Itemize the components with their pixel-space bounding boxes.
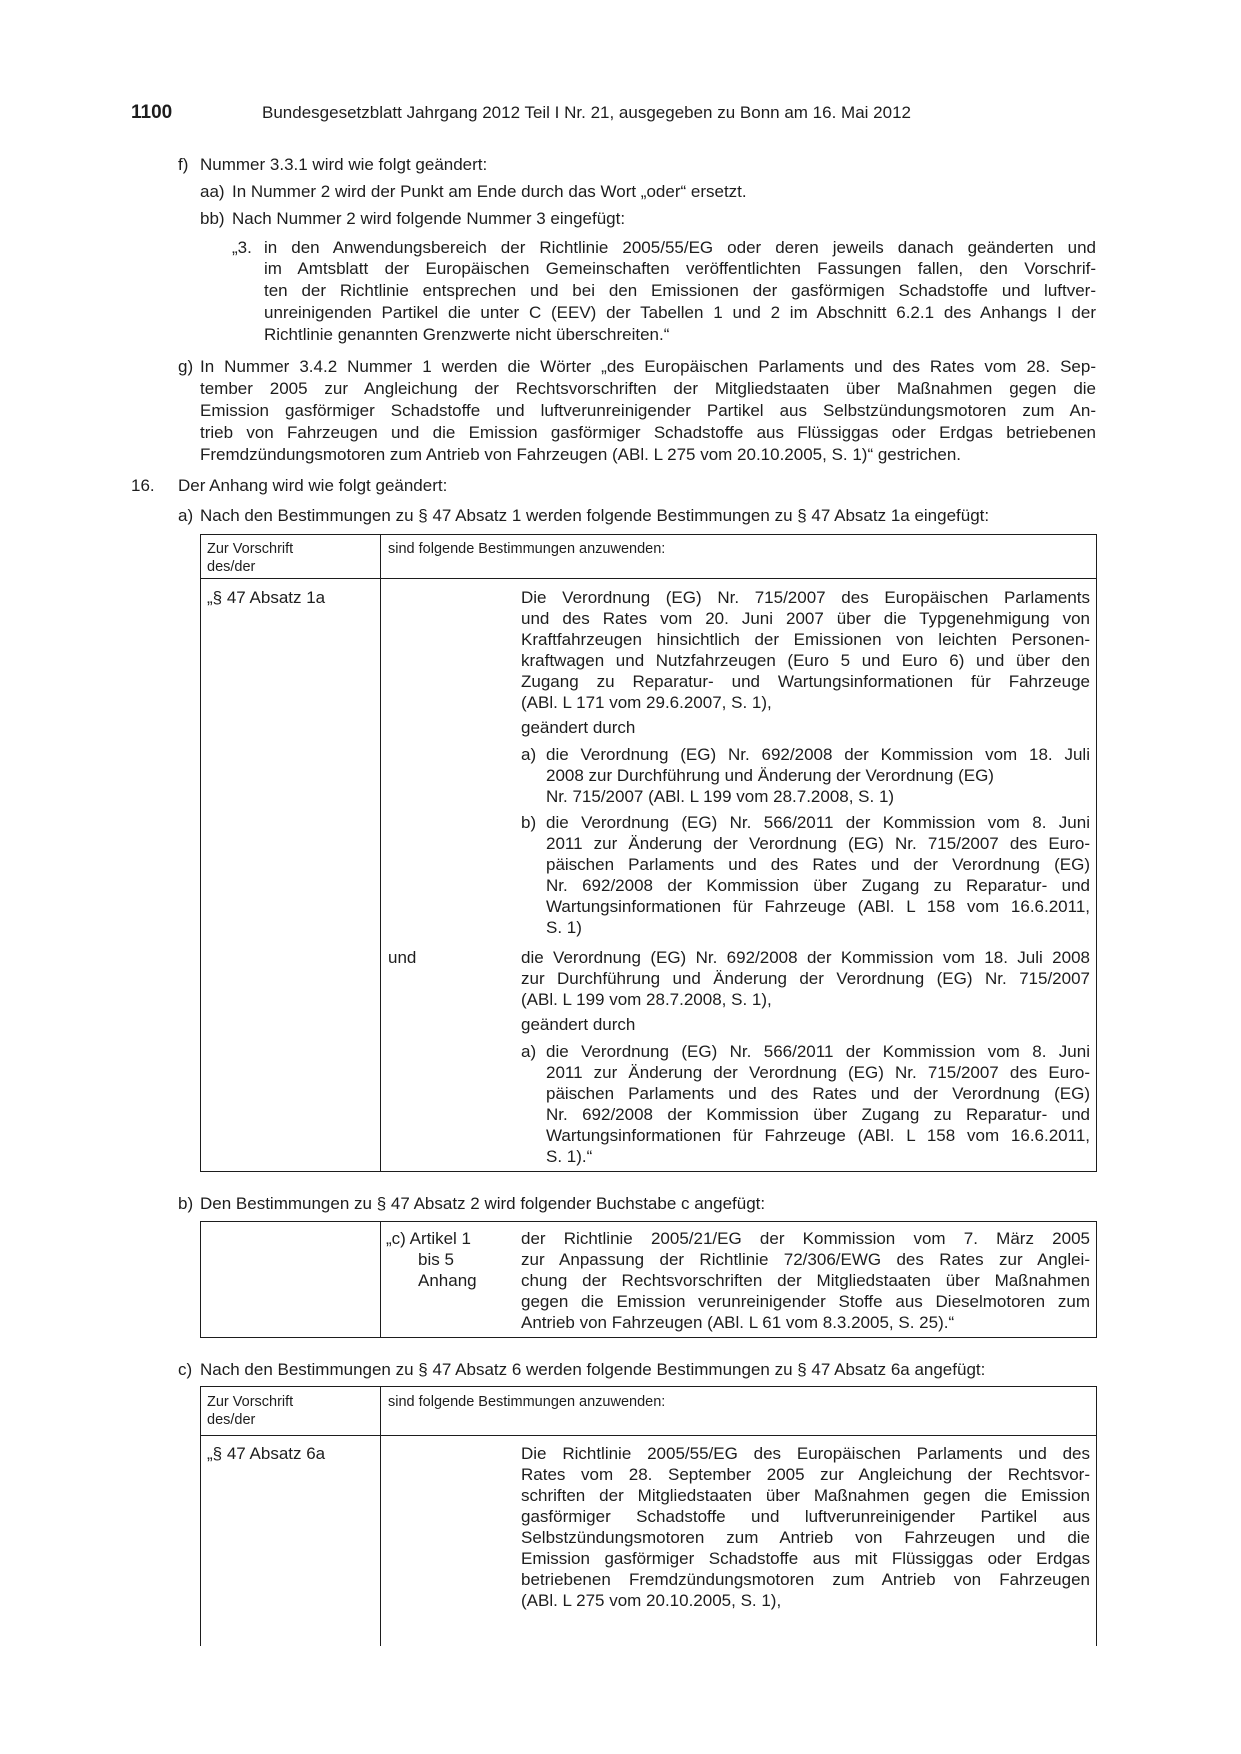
table-a-und: und bbox=[388, 948, 417, 967]
item-16-label: 16. bbox=[131, 476, 155, 495]
table-b-text-line: der Richtlinie 2005/21/EG der Kommission vom 7. März 2005 bbox=[521, 1229, 1090, 1248]
table-a-text-line: (ABl. L 171 vom 29.6.2007, S. 1), bbox=[521, 693, 772, 712]
table-a-sub-label: a) bbox=[521, 745, 537, 764]
quote-line: unreinigenden Partikel die unter C (EEV) der Tabellen 1 und 2 im Abschnitt 6.2.1 des Anhangs I der bbox=[264, 303, 1096, 322]
table-a-sub-line: Wartungsinformationen für Fahrzeuge (ABl. L 158 vom 16.6.2011, bbox=[546, 897, 1090, 916]
running-title: Bundesgesetzblatt Jahrgang 2012 Teil I Nr. 21, ausgegeben zu Bonn am 16. Mai 2012 bbox=[262, 103, 911, 122]
item-16-text: Der Anhang wird wie folgt geändert: bbox=[178, 476, 448, 495]
item-bb-text: Nach Nummer 2 wird folgende Nummer 3 eingefügt: bbox=[232, 209, 626, 228]
table-c-text-line: Rates vom 28. September 2005 zur Angleichung der Rechtsvor- bbox=[521, 1465, 1090, 1484]
table-a-row-label: „§ 47 Absatz 1a bbox=[207, 588, 326, 607]
table-c-header-col1: Zur Vorschrift bbox=[207, 1394, 294, 1410]
item-g-line: trieb von Fahrzeugen und die Emission gasförmiger Schadstoffe aus Flüssiggas oder Erdgas betriebenen bbox=[200, 423, 1096, 442]
table-a-sub-line: Wartungsinformationen für Fahrzeuge (ABl. L 158 vom 16.6.2011, bbox=[546, 1126, 1090, 1145]
table-a-sub-line: 2011 zur Änderung der Verordnung (EG) Nr. 715/2007 des Euro- bbox=[546, 834, 1090, 853]
item-a-text: Nach den Bestimmungen zu § 47 Absatz 1 werden folgende Bestimmungen zu § 47 Absatz 1a eingefügt: bbox=[200, 506, 990, 525]
quote-line: ten der Richtlinie entsprechen und bei den Emissionen der gasförmigen Schadstoffe und luftver- bbox=[264, 281, 1096, 300]
table-a-text-line: Kraftfahrzeugen hinsichtlich der Emissionen von leichten Personen- bbox=[521, 630, 1090, 649]
quote-label: „3. bbox=[232, 238, 252, 257]
table-c-text-line: betriebenen Fremdzündungsmotoren zum Antrieb von Fahrzeugen bbox=[521, 1570, 1090, 1589]
table-a-header-col2: sind folgende Bestimmungen anzuwenden: bbox=[388, 541, 666, 557]
table-c-header-col2: sind folgende Bestimmungen anzuwenden: bbox=[388, 1394, 666, 1410]
table-a-sub-label: a) bbox=[521, 1042, 537, 1061]
table-a-sub-line: die Verordnung (EG) Nr. 566/2011 der Kommission vom 8. Juni bbox=[546, 1042, 1090, 1061]
item-b-text: Den Bestimmungen zu § 47 Absatz 2 wird folgender Buchstabe c angefügt: bbox=[200, 1194, 766, 1213]
table-c-text-line: schriften der Mitgliedstaaten über Maßnahmen gegen die Emission bbox=[521, 1486, 1090, 1505]
item-aa-label: aa) bbox=[200, 182, 225, 201]
table-a-sub-line: die Verordnung (EG) Nr. 692/2008 der Kommission vom 18. Juli bbox=[546, 745, 1090, 764]
table-a-sub-line: S. 1) bbox=[546, 918, 582, 937]
table-a-sub-line: 2011 zur Änderung der Verordnung (EG) Nr. 715/2007 des Euro- bbox=[546, 1063, 1090, 1082]
table-a-sub-label: b) bbox=[521, 813, 537, 832]
table-c-text-line: Emission gasförmiger Schadstoffe aus mit Flüssiggas oder Erdgas bbox=[521, 1549, 1090, 1568]
table-a-text-line: Zugang zu Reparatur- und Wartungsinformationen für Fahrzeuge bbox=[521, 672, 1090, 691]
table-a-header-col1: Zur Vorschrift bbox=[207, 541, 294, 557]
table-a-sub-line: 2008 zur Durchführung und Änderung der Verordnung (EG) bbox=[546, 766, 994, 785]
table-a-text-line: die Verordnung (EG) Nr. 692/2008 der Kommission vom 18. Juli 2008 bbox=[521, 948, 1090, 967]
item-f-label: f) bbox=[178, 155, 189, 174]
table-b-label: „c) Artikel 1 bbox=[386, 1229, 472, 1248]
table-a-header-col1: des/der bbox=[207, 559, 256, 575]
table-a-sub-line: Nr. 692/2008 der Kommission über Zugang zu Reparatur- und bbox=[546, 1105, 1090, 1124]
item-g-line: In Nummer 3.4.2 Nummer 1 werden die Wörter „des Europäischen Parlaments und des Rates vom 28. Sep- bbox=[200, 357, 1096, 376]
table-a-text-line: kraftwagen und Nutzfahrzeugen (Euro 5 und Euro 6) und über den bbox=[521, 651, 1090, 670]
table-a-sub-line: Nr. 692/2008 der Kommission über Zugang zu Reparatur- und bbox=[546, 876, 1090, 895]
table-c-header-col1: des/der bbox=[207, 1412, 256, 1428]
item-g-line: tember 2005 zur Angleichung der Rechtsvorschriften der Mitgliedstaaten über Maßnahmen gegen die bbox=[200, 379, 1096, 398]
item-f-text: Nummer 3.3.1 wird wie folgt geändert: bbox=[200, 155, 488, 174]
item-g-line: Fremdzündungsmotoren zum Antrieb von Fahrzeugen (ABl. L 275 vom 20.10.2005, S. 1)“ gestrichen. bbox=[200, 445, 962, 464]
table-a-sub-line: S. 1).“ bbox=[546, 1147, 593, 1166]
item-g-label: g) bbox=[178, 357, 194, 376]
item-g-line: Emission gasförmiger Schadstoffe und luftverunreinigender Partikel aus Selbstzündungsmotoren zum An- bbox=[200, 401, 1096, 420]
table-a-sub-line: päischen Parlaments und des Rates und der Verordnung (EG) bbox=[546, 855, 1090, 874]
table-b-text-line: chung der Rechtsvorschriften der Mitgliedstaaten über Maßnahmen bbox=[521, 1271, 1090, 1290]
quote-line: in den Anwendungsbereich der Richtlinie 2005/55/EG oder deren jeweils danach geänderten und bbox=[264, 238, 1096, 257]
table-a-sub-line: die Verordnung (EG) Nr. 566/2011 der Kommission vom 8. Juni bbox=[546, 813, 1090, 832]
item-b-label: b) bbox=[178, 1194, 194, 1213]
table-a-sub-line: päischen Parlaments und des Rates und der Verordnung (EG) bbox=[546, 1084, 1090, 1103]
table-c-text-line: Die Richtlinie 2005/55/EG des Europäischen Parlaments und des bbox=[521, 1444, 1090, 1463]
table-b-text-line: Antrieb von Fahrzeugen (ABl. L 61 vom 8.3.2005, S. 25).“ bbox=[521, 1313, 955, 1332]
table-a-amended-by: geändert durch bbox=[521, 1015, 636, 1034]
table-b-label: Anhang bbox=[418, 1271, 477, 1290]
table-b-text-line: gegen die Emission verunreinigender Stoffe aus Dieselmotoren zum bbox=[521, 1292, 1090, 1311]
table-c-text-line: (ABl. L 275 vom 20.10.2005, S. 1), bbox=[521, 1591, 782, 1610]
table-a-text-line: Die Verordnung (EG) Nr. 715/2007 des Europäischen Parlaments bbox=[521, 588, 1090, 607]
table-a-sub-line: Nr. 715/2007 (ABl. L 199 vom 28.7.2008, S. 1) bbox=[546, 787, 895, 806]
quote-line: im Amtsblatt der Europäischen Gemeinschaften veröffentlichten Fassungen fallen, den Vorschrif- bbox=[264, 259, 1096, 278]
item-c-label: c) bbox=[178, 1360, 193, 1379]
table-a-text-line: zur Durchführung und Änderung der Verordnung (EG) Nr. 715/2007 bbox=[521, 969, 1090, 988]
table-c-text-line: gasförmiger Schadstoffe und luftverunreinigender Partikel aus bbox=[521, 1507, 1090, 1526]
page-number: 1100 bbox=[131, 102, 173, 123]
table-b-label: bis 5 bbox=[418, 1250, 454, 1269]
table-c-row-label: „§ 47 Absatz 6a bbox=[207, 1444, 326, 1463]
item-aa-text: In Nummer 2 wird der Punkt am Ende durch das Wort „oder“ ersetzt. bbox=[232, 182, 747, 201]
quote-line: Richtlinie genannten Grenzwerte nicht überschreiten.“ bbox=[264, 325, 670, 344]
table-c-text-line: Selbstzündungsmotoren zum Antrieb von Fahrzeugen und die bbox=[521, 1528, 1090, 1547]
item-a-label: a) bbox=[178, 506, 194, 525]
table-b-text-line: zur Anpassung der Richtlinie 72/306/EWG des Rates zur Anglei- bbox=[521, 1250, 1090, 1269]
table-a-amended-by: geändert durch bbox=[521, 718, 636, 737]
table-a-text-line: (ABl. L 199 vom 28.7.2008, S. 1), bbox=[521, 990, 772, 1009]
item-c-text: Nach den Bestimmungen zu § 47 Absatz 6 werden folgende Bestimmungen zu § 47 Absatz 6a angefügt: bbox=[200, 1360, 986, 1379]
table-a-text-line: und des Rates vom 20. Juni 2007 über die Typgenehmigung von bbox=[521, 609, 1090, 628]
item-bb-label: bb) bbox=[200, 209, 225, 228]
